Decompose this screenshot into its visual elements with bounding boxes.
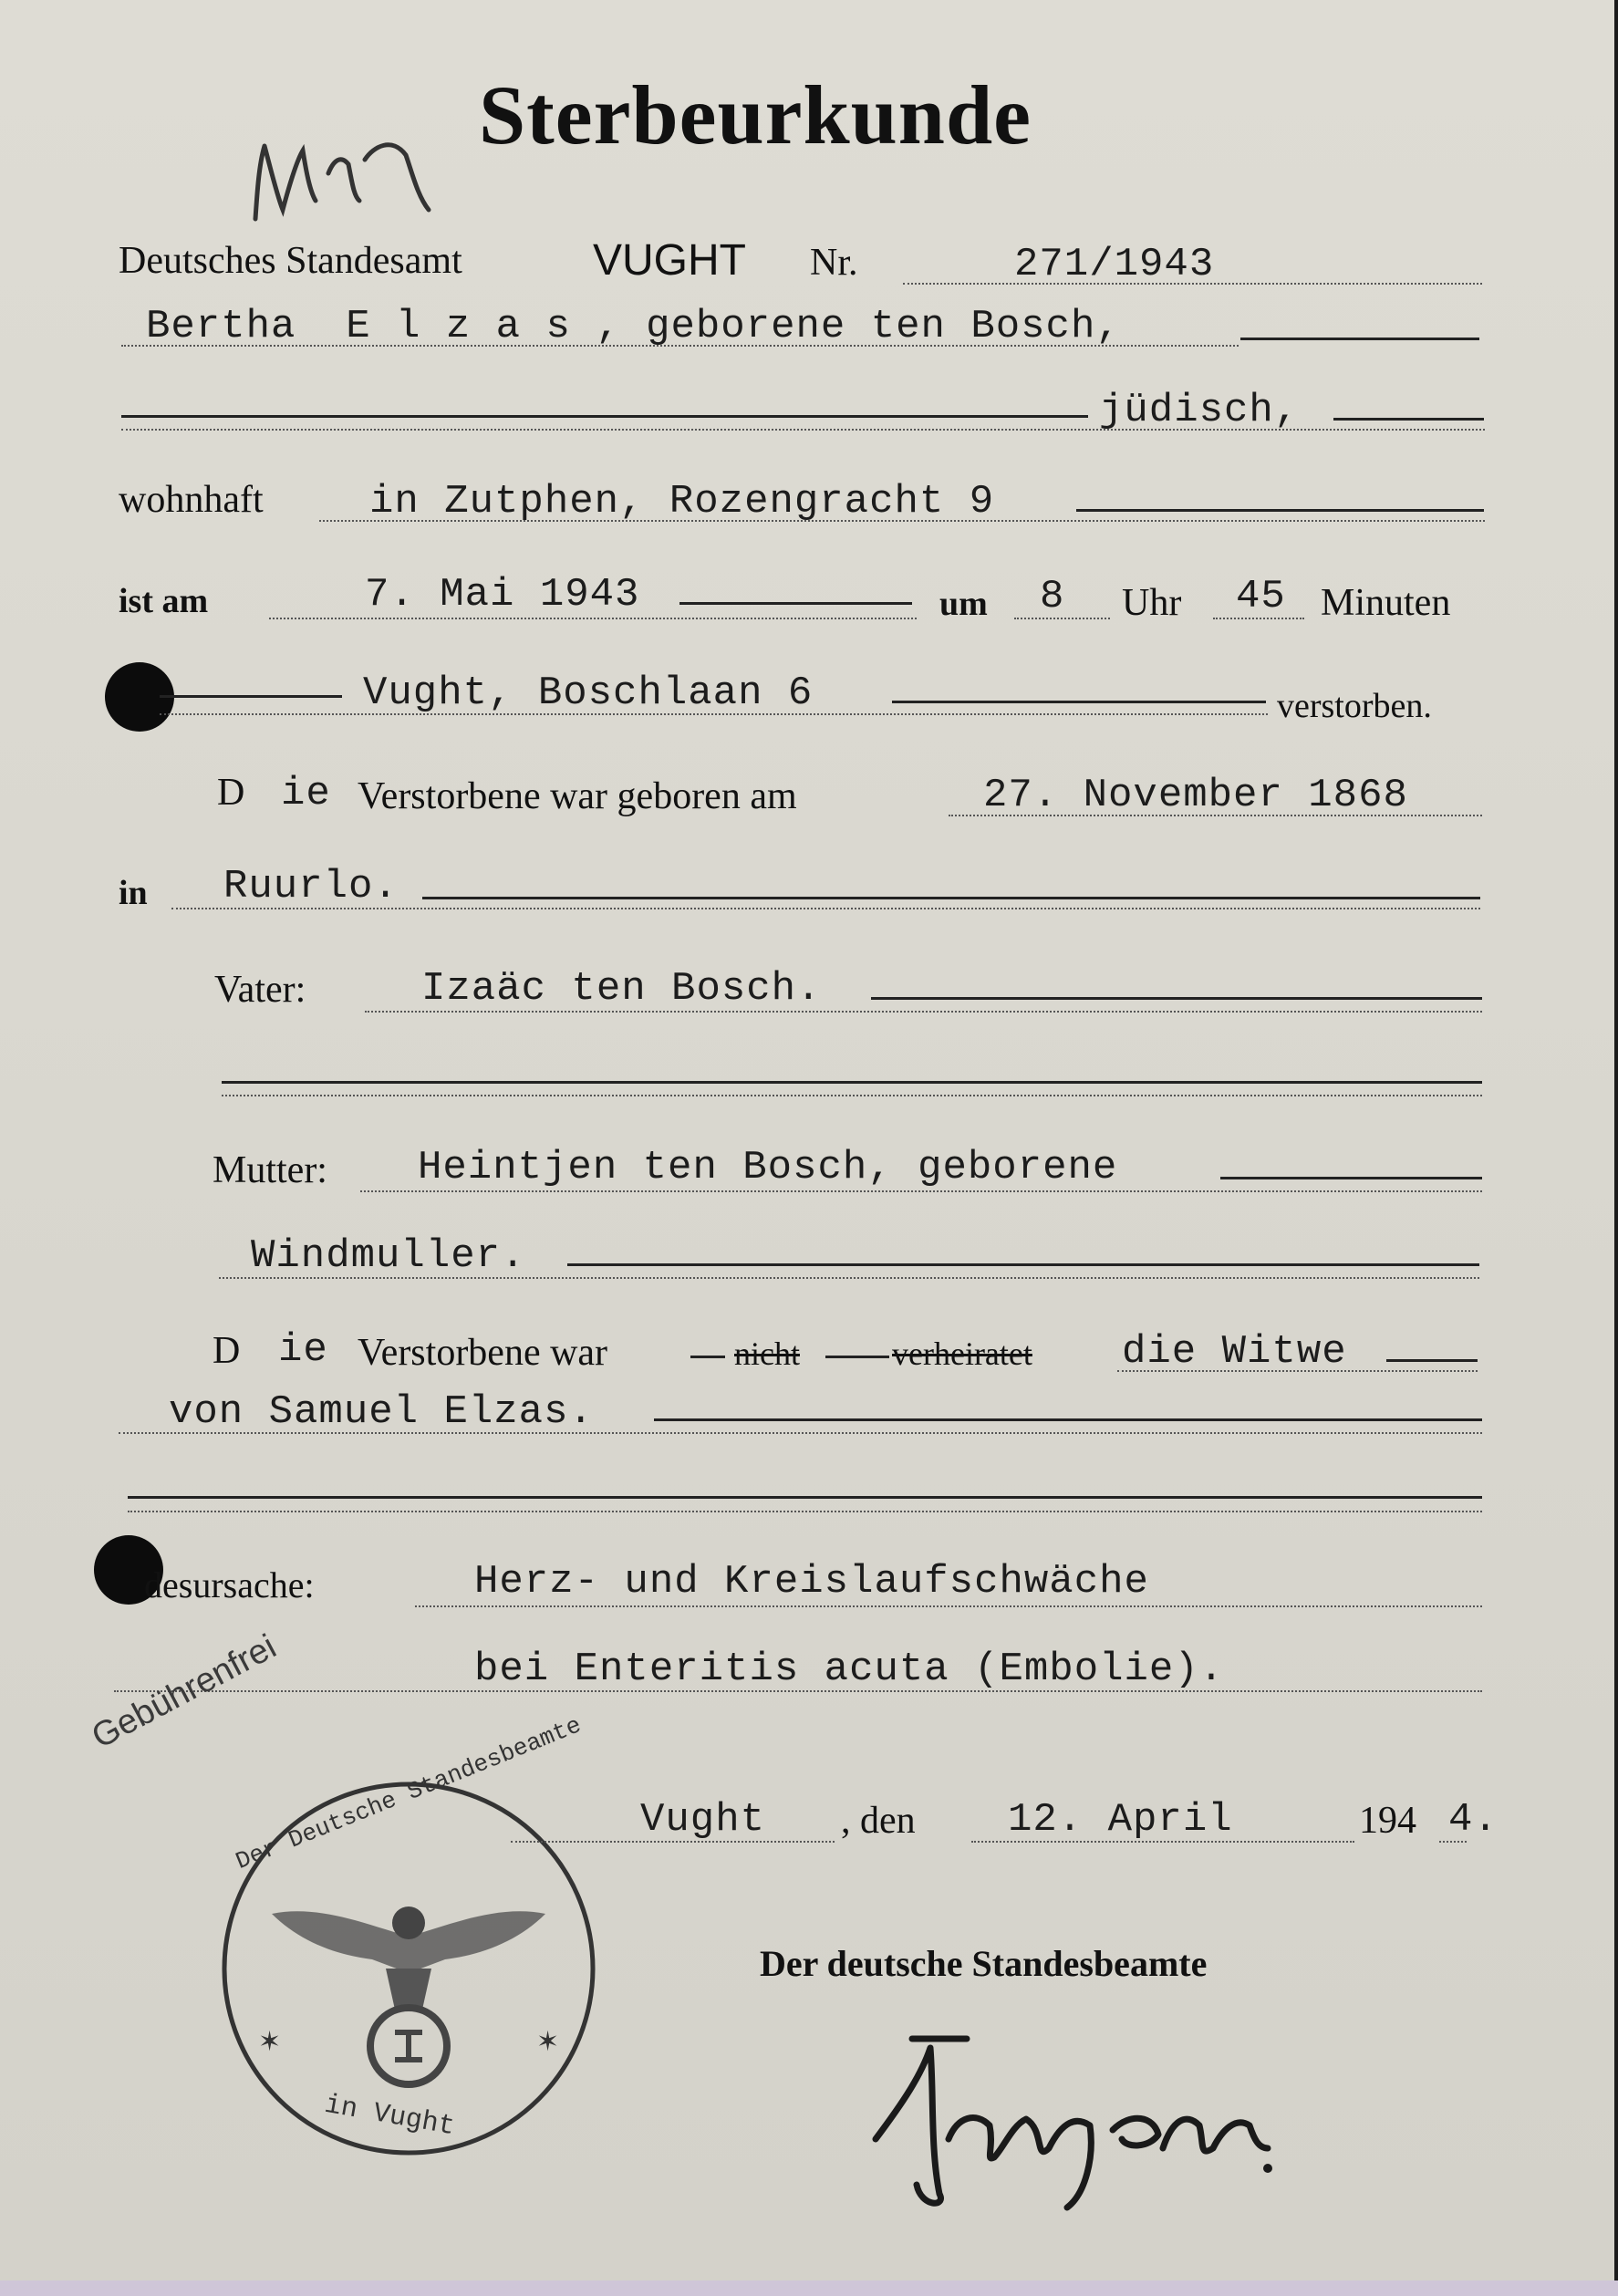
death-place-rule-start (160, 695, 342, 698)
empty-rule-1 (222, 1081, 1482, 1084)
mother-label: Mutter: (213, 1149, 327, 1191)
issue-den: , den (841, 1800, 916, 1842)
number-value: 271/1943 (1014, 242, 1215, 287)
minuten-label: Minuten (1321, 582, 1451, 624)
cause-label: desursache: (144, 1564, 315, 1605)
marital-d: D (213, 1330, 241, 1372)
handwritten-initials (246, 109, 438, 228)
svg-text:✶: ✶ (258, 2027, 282, 2057)
marital-label: Verstorbene war (358, 1332, 608, 1374)
father-rule (871, 997, 1482, 1000)
birth-ie: ie (281, 771, 331, 816)
death-place-rule (892, 701, 1266, 703)
empty-rule-2 (128, 1496, 1482, 1499)
death-date-dots (269, 618, 917, 619)
empty-dots-2 (128, 1511, 1482, 1512)
marital-struck-1: nicht (734, 1335, 800, 1372)
office-place: VUGHT (593, 236, 746, 285)
issue-date: 12. April (1008, 1797, 1233, 1843)
office-label: Deutsches Standesamt (119, 240, 462, 282)
cause-value-2: bei Enteritis acuta (Embolie). (474, 1647, 1225, 1692)
issue-year-prefix: 194 (1359, 1800, 1416, 1842)
residence-label: wohnhaft (119, 479, 264, 521)
deceased-name: Bertha E l z a s , geborene ten Bosch, (146, 304, 1121, 349)
mother-rule (1220, 1177, 1482, 1179)
residence-rule (1076, 509, 1484, 512)
cause-dots (415, 1605, 1482, 1607)
um-label: um (939, 585, 988, 623)
death-date-value: 7. Mai 1943 (365, 572, 640, 618)
fee-exempt-stamp: Gebührenfrei (86, 1627, 283, 1757)
religion-rule (121, 415, 1088, 418)
spouse-value: von Samuel Elzas. (169, 1389, 594, 1435)
birth-d: D (217, 772, 245, 814)
marital-struck-2: verheiratet (892, 1335, 1032, 1372)
birthplace-value: Ruurlo. (223, 864, 399, 909)
official-label: Der deutsche Standesbeamte (760, 1943, 1208, 1984)
residence-value: in Zutphen, Rozengracht 9 (369, 479, 995, 525)
mother-value: Heintjen ten Bosch, geborene (418, 1145, 1118, 1190)
birthplace-label: in (119, 874, 148, 912)
marital-value: die Witwe (1122, 1329, 1347, 1375)
father-value: Izaäc ten Bosch. (421, 966, 822, 1012)
minute-value: 45 (1236, 574, 1286, 619)
mother-value-2: Windmuller. (251, 1233, 526, 1279)
marital-ie: ie (278, 1327, 328, 1373)
spouse-rule (654, 1418, 1482, 1421)
hour-value: 8 (1040, 574, 1065, 619)
death-date-label: ist am (119, 582, 209, 620)
marital-rule (1386, 1359, 1478, 1362)
birth-label: Verstorbene war geboren am (358, 775, 797, 817)
issue-year-suffix: 4. (1448, 1797, 1499, 1843)
uhr-label: Uhr (1122, 582, 1182, 624)
religion-rule-end (1333, 418, 1484, 421)
birth-date-value: 27. November 1868 (983, 773, 1408, 818)
mother-2-rule (567, 1263, 1479, 1266)
empty-dots-1 (222, 1095, 1482, 1096)
death-date-rule (679, 602, 912, 605)
seal-text-top: Der Deutsche Standesbeamte (232, 1711, 586, 1875)
cause-value-1: Herz- und Kreislaufschwäche (474, 1559, 1149, 1605)
svg-text:✶: ✶ (536, 2027, 560, 2057)
father-label: Vater: (214, 969, 306, 1011)
religion-value: jüdisch, (1099, 388, 1300, 433)
death-place-value: Vught, Boschlaan 6 (363, 670, 814, 716)
signature (839, 2011, 1295, 2221)
document-title: Sterbeurkunde (479, 68, 1032, 161)
birthplace-rule (422, 897, 1480, 899)
number-label: Nr. (810, 242, 858, 284)
issue-place: Vught (640, 1797, 766, 1843)
marital-dash-2 (825, 1356, 889, 1358)
seal-text-bottom: in Vught (322, 2089, 457, 2144)
verstorben-label: verstorben. (1277, 687, 1432, 725)
scan-bottom-edge (0, 2280, 1618, 2296)
name-rule (1240, 338, 1479, 340)
marital-dash-1 (690, 1356, 725, 1358)
mother-dots (360, 1190, 1482, 1192)
